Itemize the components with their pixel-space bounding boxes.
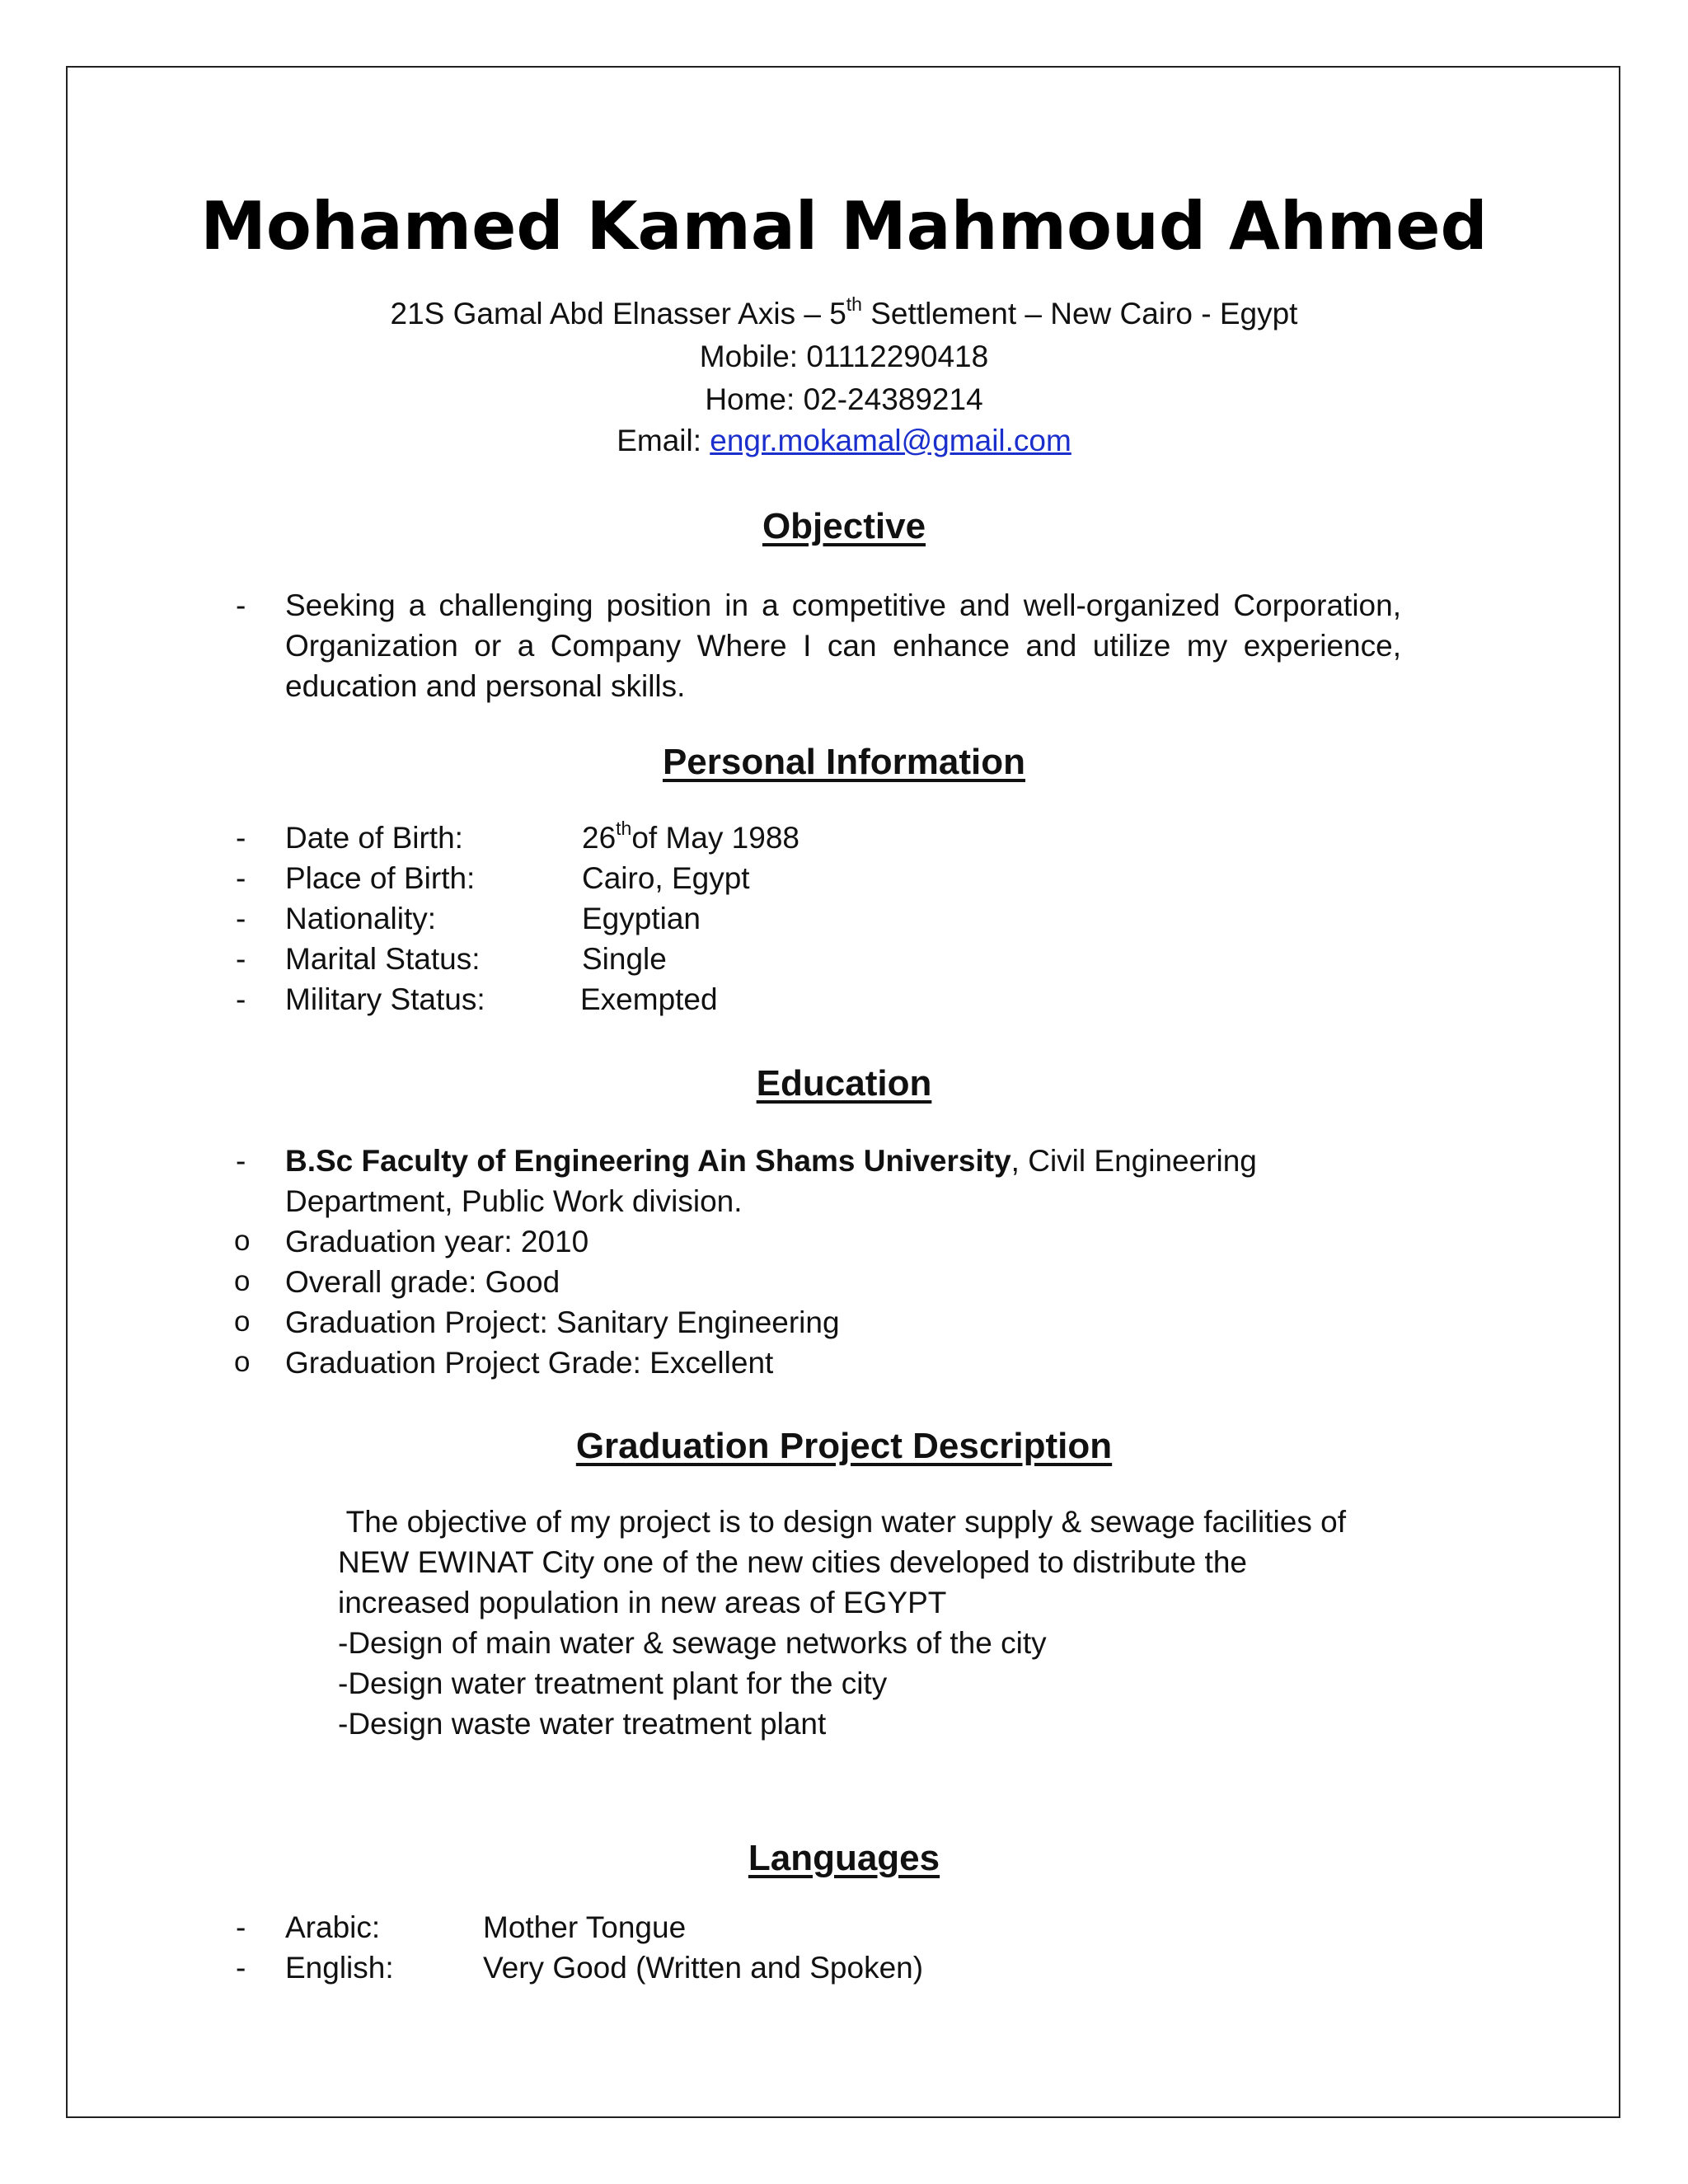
marital-label: Marital Status: (285, 942, 481, 976)
overall-grade: Overall grade: Good (285, 1265, 560, 1299)
objective-text: Seeking a challenging position in a competitive and well-organized Corporation, Organization or a Company Where I can enhance and utilize my experience, education and personal skills. (285, 588, 1401, 703)
home-phone-line: Home: 02-24389214 (705, 382, 983, 416)
nationality-value: Egyptian (582, 902, 701, 935)
education-sub-item (0, 1346, 1688, 1387)
degree-details: , Civil Engineering Department, Public Work division. (285, 1144, 1257, 1218)
email-link[interactable]: engr.mokamal@gmail.com (710, 424, 1071, 457)
dob-value (582, 818, 799, 855)
email-label: Email: (617, 424, 710, 457)
project-description-line: -Design waste water treatment plant (338, 1707, 827, 1741)
project-description-line: -Design of main water & sewage networks of the city (338, 1626, 1047, 1660)
personal-info-row (0, 861, 1688, 902)
education-sub-item (0, 1305, 1688, 1347)
personal-info-row (0, 982, 1688, 1024)
bullet-dash: - (236, 1910, 246, 1944)
language-item (0, 1951, 1688, 1992)
bullet-dash: - (236, 1951, 246, 1985)
education-sub-item (0, 1225, 1688, 1266)
degree-text (285, 1141, 1357, 1221)
degree-institution: B.Sc Faculty of Engineering Ain Shams University (285, 1144, 1011, 1178)
nationality-label: Nationality: (285, 902, 437, 935)
personal-info-row (0, 818, 1688, 862)
project-description-line: NEW EWINAT City one of the new cities developed to distribute the (338, 1545, 1247, 1579)
project-description-line: -Design water treatment plant for the city (338, 1666, 888, 1700)
email-line (0, 424, 1688, 458)
bullet-dash: - (236, 942, 246, 976)
language-level: Very Good (Written and Spoken) (483, 1951, 924, 1985)
education-sub-item (0, 1265, 1688, 1306)
education-heading: Education (756, 1063, 932, 1104)
dob-day: 26 (582, 821, 617, 855)
language-label: Arabic: (285, 1910, 381, 1944)
address-line (0, 293, 1688, 331)
marital-value: Single (582, 942, 667, 976)
circle-bullet: o (234, 1265, 251, 1297)
bullet-dash: - (236, 1144, 246, 1178)
bullet-dash: - (236, 902, 246, 935)
personal-info-row (0, 902, 1688, 943)
language-label: English: (285, 1951, 394, 1985)
objective-bullet: - (236, 588, 246, 622)
address-prefix: 21S Gamal Abd Elnasser Axis – 5 (390, 297, 846, 330)
project-description-heading: Graduation Project Description (575, 1426, 1113, 1466)
pob-value: Cairo, Egypt (582, 861, 750, 895)
bullet-dash: - (236, 982, 246, 1016)
circle-bullet: o (234, 1305, 251, 1338)
language-level: Mother Tongue (483, 1910, 687, 1944)
circle-bullet: o (234, 1225, 251, 1257)
personal-info-heading: Personal Information (662, 742, 1026, 782)
dob-rest: of May 1988 (631, 821, 799, 855)
pob-label: Place of Birth: (285, 861, 476, 895)
languages-heading: Languages (748, 1838, 940, 1878)
address-suffix: Settlement – New Cairo - Egypt (861, 297, 1298, 330)
bullet-dash: - (236, 861, 246, 895)
graduation-project: Graduation Project: Sanitary Engineering (285, 1305, 840, 1339)
military-value: Exempted (580, 982, 718, 1016)
dob-superscript: th (616, 818, 632, 839)
bullet-dash: - (236, 821, 246, 855)
project-description-line: The objective of my project is to design water supply & sewage facilities of (338, 1505, 1346, 1539)
circle-bullet: o (234, 1346, 251, 1378)
language-item (0, 1910, 1688, 1952)
candidate-name: Mohamed Kamal Mahmoud Ahmed (200, 188, 1488, 265)
project-description-line: increased population in new areas of EGYPT (338, 1586, 947, 1619)
address-superscript: th (846, 293, 862, 315)
personal-info-row (0, 942, 1688, 983)
objective-heading: Objective (762, 506, 926, 546)
project-grade: Graduation Project Grade: Excellent (285, 1346, 774, 1380)
mobile-line: Mobile: 01112290418 (699, 340, 989, 373)
dob-label: Date of Birth: (285, 821, 463, 855)
military-label: Military Status: (285, 982, 485, 1016)
graduation-year: Graduation year: 2010 (285, 1225, 589, 1258)
